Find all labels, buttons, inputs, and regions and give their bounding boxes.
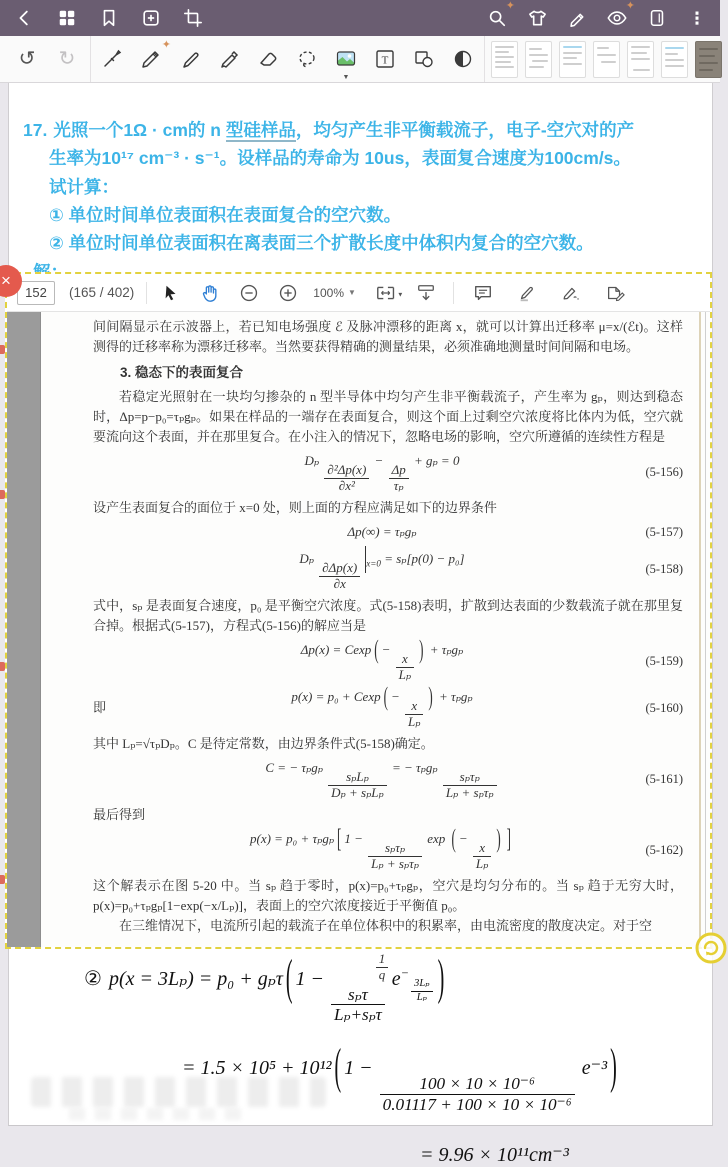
add-page-icon[interactable]	[140, 7, 162, 29]
page-number-input[interactable]: 152	[17, 281, 55, 305]
more-menu-icon[interactable]: ⋮	[688, 8, 706, 28]
work-line-2: = 1.5 × 10⁵ + 10¹² ( 1 − $\frac{\text{100 × 10 × 10⁻⁶}}{\text{0.01117 + 100 × 10 × 10⁻⁶}}$ e⁻³ )	[182, 1039, 617, 1114]
page-thumbnail[interactable]	[559, 41, 586, 78]
pencil-badge-icon: ✦	[161, 39, 171, 51]
work-line-1: ② p(x = 3Lₚ) = p₀ + gₚτ ( 1 − $\frac{\text{sₚτ}}{\text{Lₚ+sₚτ}}$ $e^{- \frac{\text{3Lₚ}}{\text{Lₚ}}}$ )	[84, 950, 445, 1025]
redo-icon[interactable]: ↻	[58, 48, 76, 70]
page-thumbnail[interactable]	[627, 41, 654, 78]
eraser-icon[interactable]	[255, 46, 281, 72]
pen-toolbar	[0, 36, 720, 83]
hand-pan-icon[interactable]	[195, 280, 225, 306]
pdf-heading: 3. 稳态下的表面复合	[120, 365, 244, 380]
signature-icon[interactable]	[556, 280, 586, 306]
pdf-paragraph: 若稳定光照射在一块均匀掺杂的 n 型半导体中均匀产生非平衡载流子，产生率为 gₚ，则达到稳态时，Δp=p−p₀=τₚgₚ。如果在样品的一端存在表面复合，则这个面上过剩空穴浓度将比体内为低，空穴就要流向这个表面，并在那里复合。在小注入的情况下，忽略电场的影响，空穴所遵循的连续性方程是	[93, 389, 683, 444]
edit-page-icon[interactable]	[600, 280, 630, 306]
equation-5-162: p(x) = p₀ + τₚgₚ [ 1 − $\frac{\text{sₚτₚ}}{\text{Lₚ + sₚτₚ}}$ exp ( − $\frac{x}{\text{Lₚ}}$ ) ] (5-162)	[249, 822, 683, 871]
grid-pages-icon[interactable]	[56, 7, 78, 29]
pdf-page-view[interactable]	[7, 312, 710, 982]
svg-text:T: T	[381, 54, 389, 67]
zoom-in-icon[interactable]	[273, 280, 303, 306]
top-app-bar	[0, 0, 720, 36]
recent-page-thumbnails	[485, 36, 728, 82]
equation-5-157: Δp(∞) = τₚgₚ (5-157)	[347, 523, 683, 539]
pdf-paragraph: 在三维情况下，电流所引起的载流子在单位体积中的积累率，由电流密度的散度决定。对于空	[119, 917, 653, 933]
comment-icon[interactable]	[468, 280, 498, 306]
work-line-3: = 9.96 × 10¹¹cm⁻³	[420, 1144, 569, 1167]
crop-icon[interactable]	[182, 7, 204, 29]
pen-edit-icon[interactable]	[566, 7, 588, 29]
shirt-theme-icon[interactable]	[526, 7, 548, 29]
fountain-pen-icon[interactable]	[99, 46, 125, 72]
problem-line-3: 试计算：	[49, 176, 119, 197]
chevron-down-icon: ▼	[348, 288, 356, 297]
equation-5-161: C = − τₚgₚ $\frac{\text{sₚLₚ}}{\text{Dₚ + sₚLₚ}}$ = − τₚgₚ $\frac{\text{sₚτₚ}}{\text{Lₚ + sₚτₚ}}$ (5-161)	[265, 759, 683, 800]
ballpoint-pen-icon[interactable]	[177, 46, 203, 72]
scroll-page-icon[interactable]	[411, 280, 441, 306]
problem-line-2: 生率为10¹⁷ cm⁻³ · s⁻¹。设样品的寿命为 10us，表面复合速度为100cm/s。	[49, 148, 631, 169]
close-selection-button[interactable]: ×	[0, 265, 22, 297]
equation-5-159: Δp(x) = Cexp ( − $\frac{x}{\text{Lₚ}}$ ) + τₚgₚ (5-159)	[300, 633, 683, 682]
zoom-out-icon[interactable]	[234, 280, 264, 306]
text-tool-icon[interactable]	[372, 46, 398, 72]
undo-icon[interactable]: ↺	[18, 48, 36, 70]
problem-item-1: ① 单位时间单位表面积在表面复合的空穴数。	[49, 205, 402, 226]
highlighter-icon[interactable]	[216, 46, 242, 72]
embedded-pdf-widget[interactable]	[1, 271, 712, 982]
image-icon[interactable]	[333, 46, 359, 81]
pdf-paragraph: 间间隔显示在示波器上，若已知电场强度 ℰ 及脉冲漂移的距离 x，就可以计算出迁移率 μ=x/(ℰt)。这样测得的迁移率称为漂移迁移率。当然要获得精确的测量结果，必须准确地测量时间间隔和电场。	[93, 319, 683, 354]
page-thumbnail-current[interactable]	[695, 41, 722, 78]
pdf-paragraph: 式中，sₚ 是表面复合速度，p₀ 是平衡空穴浓度。式(5-158)表明，扩散到达表面的少数载流子就在那里复合掉。根据式(5-157)，方程式(5-156)的解应当是	[93, 597, 683, 633]
search-badge-icon: ✦	[505, 0, 515, 12]
image-caret-icon: ▼	[342, 74, 350, 81]
invert-tool-icon[interactable]	[450, 46, 476, 72]
left-edge-mark	[0, 490, 5, 499]
pdf-paragraph: 其中 Lₚ=√τₚDₚ。C 是待定常数，由边界条件式(5-158)确定。	[93, 735, 434, 751]
eye-badge-icon: ✦	[625, 0, 635, 12]
eye-view-icon[interactable]	[606, 0, 635, 29]
back-icon[interactable]	[14, 7, 36, 29]
left-edge-mark	[0, 875, 5, 884]
lasso-icon[interactable]	[294, 46, 320, 72]
problem-statement	[23, 116, 706, 286]
scan-gutter	[7, 312, 41, 947]
pdf-paragraph: 设产生表面复合的面位于 x=0 处，则上面的方程应满足如下的边界条件	[93, 499, 497, 515]
page-thumbnail[interactable]	[593, 41, 620, 78]
divider	[146, 282, 147, 304]
pdf-text-column	[93, 317, 683, 987]
fit-width-icon[interactable]	[372, 280, 402, 306]
bookmark-icon[interactable]	[98, 7, 120, 29]
divider	[453, 282, 454, 304]
search-icon[interactable]	[486, 0, 515, 29]
pdf-paragraph: 这个解表示在图 5-20 中。当 sₚ 趋于零时，p(x)=p₀+τₚgₚ，空穴是均匀分布的。当 sₚ 趋于无穷大时，p(x)=p₀+τₚgₚ[1−exp(−x/Lₚ)]，表面上的空穴浓度接近于平衡值 p₀。	[93, 877, 683, 913]
problem-item-2: ② 单位时间单位表面积在离表面三个扩散长度中体积内复合的空穴数。	[49, 233, 594, 254]
equation-5-158: Dₚ $\frac{\partial\Delta p(x)}{\partial x}$ $_{x=0}$ = sₚ[p(0) − p₀] (5-158)	[93, 546, 683, 592]
problem-line-1: 17. 光照一个1Ω · cm的 n 型硅样品，均匀产生非平衡载流子，电子-空穴对的产	[23, 120, 635, 140]
pdf-paragraph: 最后得到	[93, 806, 146, 822]
underlined-term: 型硅样品	[225, 120, 296, 140]
device-card-icon[interactable]	[646, 7, 668, 29]
pencil-icon[interactable]	[138, 39, 171, 72]
pdf-toolbar	[7, 274, 710, 312]
rotate-handle[interactable]	[694, 931, 728, 965]
left-edge-mark	[0, 345, 5, 354]
page-range-label: (165 / 402)	[69, 285, 135, 300]
cursor-arrow-icon[interactable]	[156, 280, 186, 306]
page-thumbnail[interactable]	[491, 41, 518, 78]
zoom-level-dropdown[interactable]: 100% ▼	[313, 285, 356, 300]
highlight-annot-icon[interactable]	[512, 280, 542, 306]
equation-5-156: Dₚ $\frac{\text{∂²Δp(x)}}{\text{∂x²}}$ − $\frac{\Delta p}{\text{τₚ}}$ + gₚ = 0 (5-156)	[304, 453, 683, 494]
page-thumbnail[interactable]	[661, 41, 688, 78]
page-thumbnail[interactable]	[525, 41, 552, 78]
shape-tool-icon[interactable]	[411, 46, 437, 72]
scan-right-edge	[699, 312, 701, 947]
equation-partial: $\frac{1}{q}$	[93, 940, 683, 983]
equation-5-160: 即 p(x) = p₀ + Cexp ( − $\frac{x}{\text{Lₚ}}$ ) + τₚgₚ (5-160)	[93, 680, 683, 729]
scan-right-line	[705, 312, 706, 947]
svg-text:▼: ▼	[397, 291, 404, 299]
left-edge-mark	[0, 662, 5, 671]
